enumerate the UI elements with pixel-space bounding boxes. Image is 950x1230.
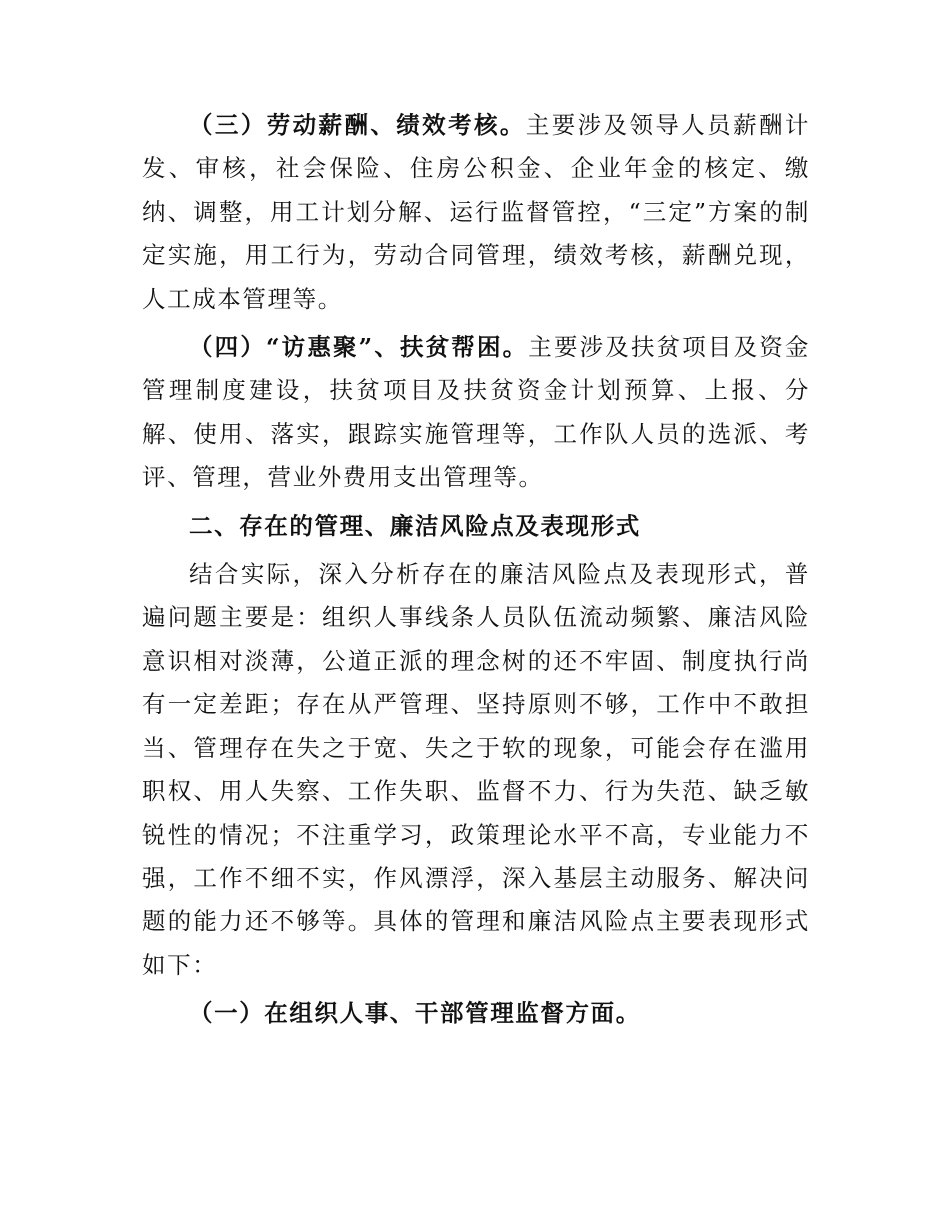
document-page <box>142 104 810 1036</box>
paragraph-risk-analysis: 结合实际，深入分析存在的廉洁风险点及表现形式，普遍问题主要是：组织人事线条人员队伍流动频繁、廉洁风险意识相对淡薄，公道正派的理念树的还不牢固、制度执行尚有一定差距；存在从严管理、坚持原则不够，工作中不敢担当、管理存在失之于宽、失之于软的现象，可能会存在滥用职权、用人失察、工作失职、监督不力、行为失范、缺乏敏锐性的情况；不注重学习，政策理论水平不高，专业能力不强，工作不细不实，作风漂浮，深入基层主动服务、解决问题的能力还不够等。具体的管理和廉洁风险点主要表现形式如下： <box>142 560 810 979</box>
paragraph-lead: （三）劳动薪酬、绩效考核。 <box>189 111 526 139</box>
paragraph-lead: （四）“访惠聚”、扶贫帮困。 <box>189 333 529 362</box>
section-heading-risks: 二、存在的管理、廉洁风险点及表现形式 <box>189 511 641 540</box>
paragraph-body: 主要涉及领导人员薪酬计发、审核，社会保险、住房公积金、企业年金的核定、缴纳、调整，用工计划分解、运行监督管控，“三定”方案的制定实施，用工行为，劳动合同管理，绩效考核，薪酬兑现，人工成本管理等。 <box>142 111 810 313</box>
paragraph-body: 主要涉及扶贫项目及资金管理制度建设，扶贫项目及扶贫资金计划预算、上报、分解、使用、落实，跟踪实施管理等，工作队人员的选派、考评、管理，营业外费用支出管理等。 <box>142 333 811 492</box>
subsection-heading-personnel: （一）在组织人事、干部管理监督方面。 <box>189 999 641 1028</box>
paragraph-poverty-aid <box>142 326 810 500</box>
paragraph-labor-pay <box>142 104 810 321</box>
